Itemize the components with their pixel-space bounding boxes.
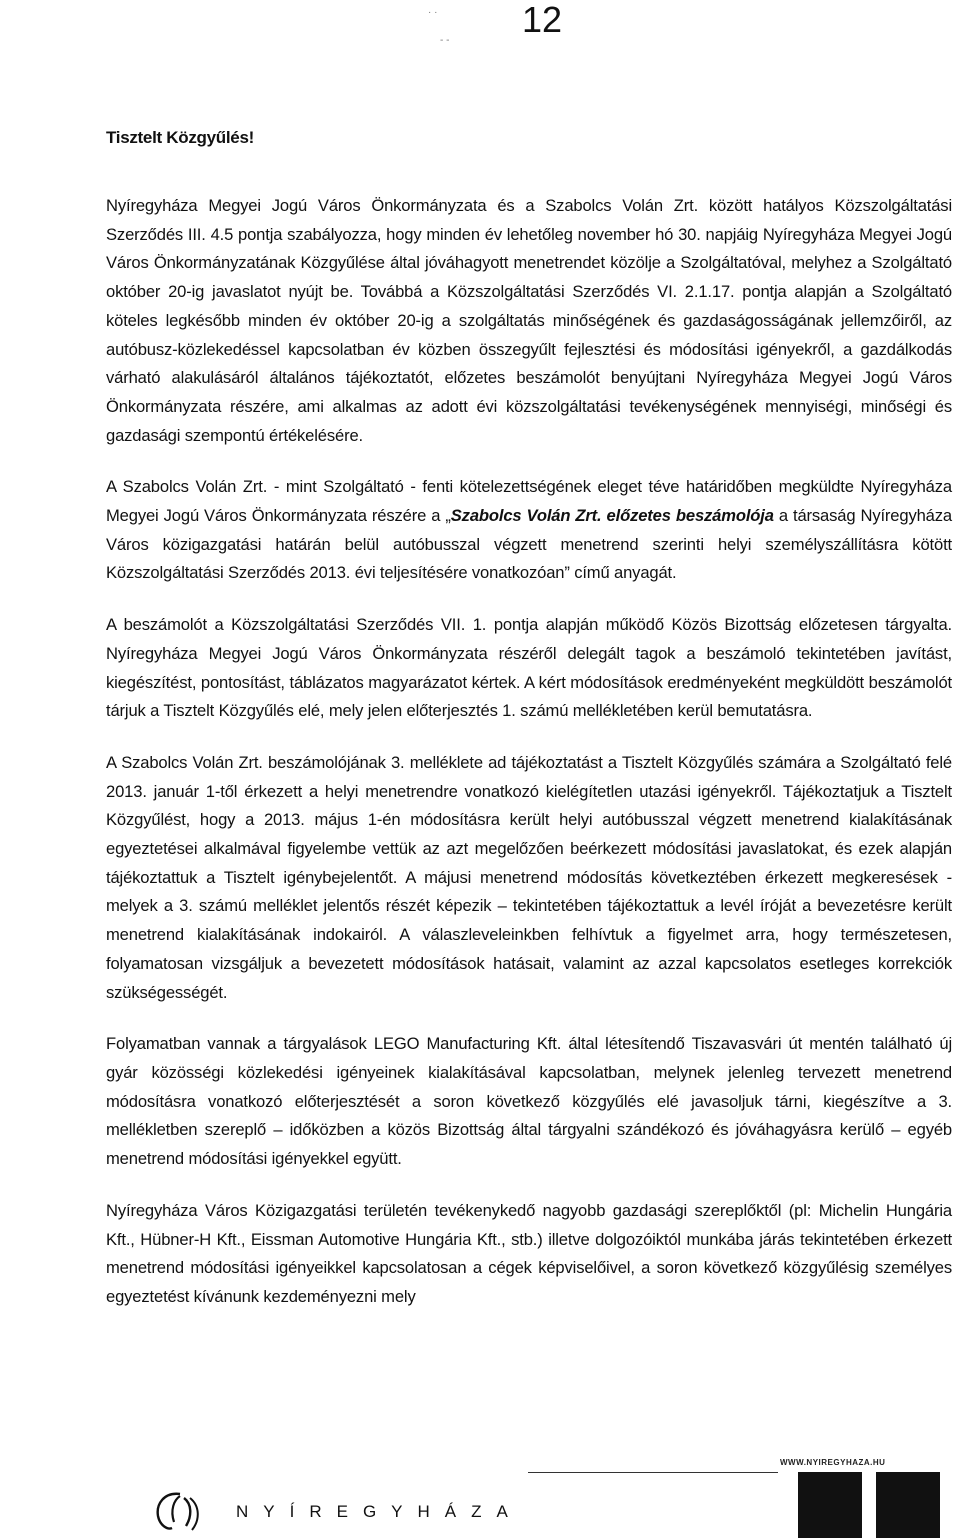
paragraph-2-italic: Szabolcs Volán Zrt. előzetes beszámolója: [450, 506, 774, 526]
page-number: 12: [522, 0, 563, 40]
footer-divider: [528, 1472, 778, 1473]
paragraph-2: [106, 473, 952, 588]
paragraph-2-before: A Szabolcs Volán Zrt. - mint Szolgáltató - fenti kötelezettségének eleget téve határidőben megküldte Nyíregyháza Megyei Jogú Város Önkormányzata részére a „: [106, 477, 952, 526]
letter-body: [106, 128, 952, 1335]
footer-block: [876, 1472, 940, 1538]
paragraph-3: A beszámolót a Közszolgáltatási Szerződés VII. 1. pontja alapján működő Közös Bizottság előzetesen tárgyalta. Nyíregyháza Megyei Jogú Város Önkormányzata részéről delegált tagok a beszámoló tekintetében javítást, kiegészítést, pontosítást, táblázatos magyarázatot kértek. A kért módosítások eredményeként megküldött beszámolót tárjuk a Tisztelt Közgyűlés elé, mely jelen előterjesztés 1. számú mellékletében kerül bemutatásra.: [106, 615, 952, 721]
city-logo-icon: [150, 1488, 214, 1534]
footer-url: WWW.NYIREGYHAZA.HU: [780, 1458, 886, 1467]
paragraph-6: Nyíregyháza Város Közigazgatási területén tevékenykedő nagyobb gazdasági szereplőktől (pl: Michelin Hungária Kft., Hübner-H Kft., Eissman Automotive Hungária Kft., stb.) illetve dolgozóiktól munkába járás tekintetében érkezett menetrend módosítási igényeikkel kapcsolatosan a cégek képviselőivel, a soron következő közgyűlésig személyes egyeztetést kívánunk kezdeményezni mely: [106, 1200, 952, 1306]
paragraph-5: Folyamatban vannak a tárgyalások LEGO Manufacturing Kft. által létesítendő Tiszavasvári út mentén található új gyár közösségi közlekedési igényeinek kialakításával kapcsolatban, melynek jelenleg tervezett menetrend módosításra vonatkozó előterjesztését a soron következő közgyűlés elé javasoljuk tárni, kiegészítve a 3. mellékletben szereplő – időközben a közös Bizottság által tárgyalni szándékozó és jóváhagyásra kerülő – egyéb menetrend módosítási igényekkel együtt.: [106, 1034, 952, 1169]
salutation: Tisztelt Közgyűlés!: [106, 128, 254, 147]
scan-speck: - -: [440, 35, 450, 46]
paragraph-4: A Szabolcs Volán Zrt. beszámolójának 3. melléklete ad tájékoztatást a Tisztelt Közgyűlés számára a Szolgáltató felé 2013. január 1-től érkezett a helyi menetrendre vonatkozó kielégítetlen utazási igényekről. Tájékoztatjuk a Tisztelt Közgyűlést, hogy a 2013. május 1-én módosításra került helyi autóbusszal végzett menetrend kialakításának egyeztetései alkalmával figyelembe vettük az azt megelőzően beérkezett módosítási javaslatokat, és ezek alapján tájékoztattuk a Tisztelt igénybejelentőt. A májusi menetrend módosítás következtében érkezett megkeresések - melyek a 3. számú melléklet jelentős részét képezik – tekintetében tájékoztattuk a levél íróját a bevezetésre került menetrend kialakításának indokairól. A válaszleveleinkben felhívtuk a figyelmet arra, hogy természetesen, folyamatosan vizsgáljuk a bevezetett módosítások hatásait, valamint az azzal kapcsolatos esetleges korrekciók szükségességét.: [106, 752, 952, 1002]
footer-block: [798, 1472, 862, 1538]
footer-black-blocks: [798, 1472, 940, 1538]
scan-speck: · ·: [428, 7, 438, 18]
paragraph-2-after: a társaság Nyíregyháza Város közigazgatási határán belül autóbusszal végzett menetrend szerinti helyi személyszállításra kötött Közszolgáltatási Szerződés 2013. évi teljesítésére vonatkozóan” című anyagát.: [106, 506, 952, 583]
paragraph-1: Nyíregyháza Megyei Jogú Város Önkormányzata és a Szabolcs Volán Zrt. között hatályos Közszolgáltatási Szerződés III. 4.5 pontja szabályozza, hogy minden év lehetőleg november hó 30. napjáig Nyíregyháza Megyei Jogú Város Önkormányzatának Közgyűlése által jóváhagyott menetrendet közölje a Szolgáltatóval, melyhez a Szolgáltató október 20-ig javaslatot nyújt be. Továbbá a Közszolgáltatási Szerződés VI. 2.1.17. pontja alapján a Szolgáltató köteles legkésőbb minden év október 20-ig a szolgáltatás minőségének és gazdaságosságának jellemzőiről, az autóbusz-közlekedéssel kapcsolatban év közben összegyűlt fejlesztési és módosítási igényekről, a gazdálkodás várható alakulásáról általános tájékoztatót, előzetes beszámolót benyújtani Nyíregyháza Megyei Jogú Város Önkormányzata részére, ami alkalmas az adott évi közszolgáltatási tevékenységének mennyiségi, minőségi és gazdasági szempontú értékelésére.: [106, 196, 952, 445]
footer-city-name: NYÍREGYHÁZA: [236, 1502, 523, 1521]
